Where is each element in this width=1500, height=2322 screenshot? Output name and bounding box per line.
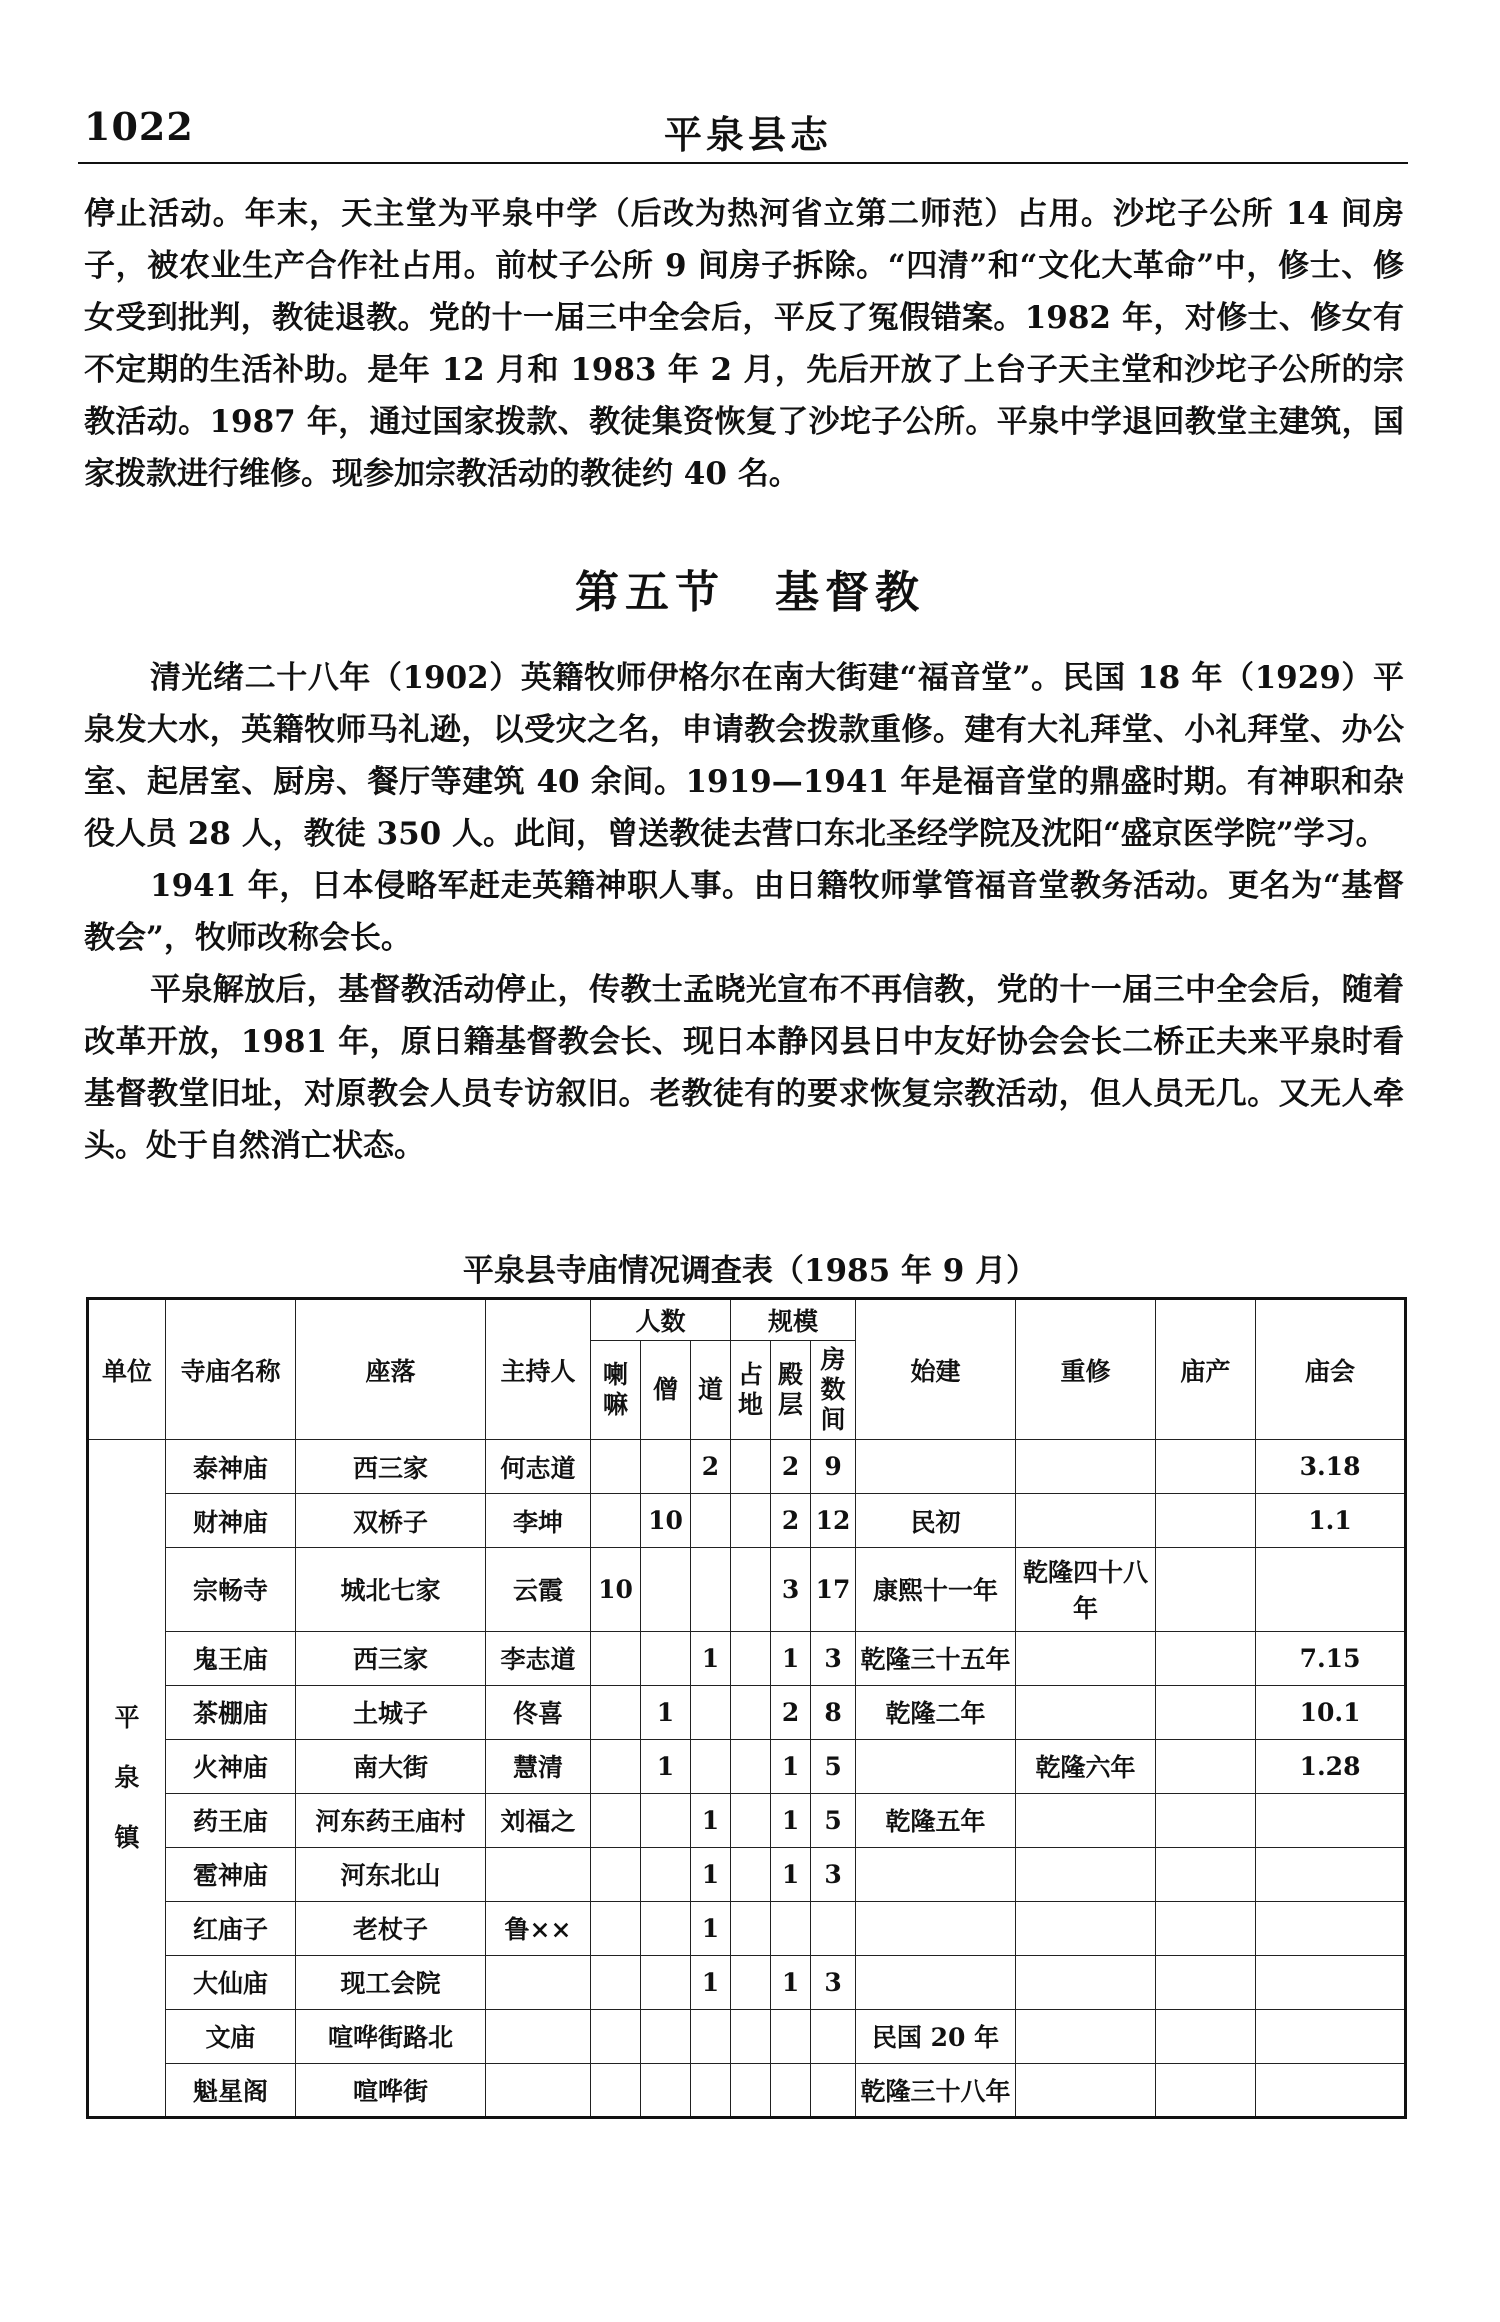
cell-founded [856, 1847, 1016, 1901]
cell-land [731, 1847, 771, 1901]
header-founded: 始建 [856, 1299, 1016, 1440]
cell-land [731, 2063, 771, 2117]
table-row [88, 1739, 1406, 1793]
header-scale-group: 规模 [731, 1299, 856, 1341]
header-char: 道 [698, 1374, 724, 1404]
cell-location: 喧哗街路北 [296, 2009, 486, 2063]
cell-property [1156, 1440, 1256, 1494]
cell-monk [641, 2009, 691, 2063]
header-char: 间 [820, 1404, 846, 1434]
cell-founded: 乾隆三十八年 [856, 2063, 1016, 2117]
cell-lama [591, 1440, 641, 1494]
cell-fair: 3.18 [1256, 1440, 1406, 1494]
cell-location: 南大街 [296, 1739, 486, 1793]
cell-rebuilt: 乾隆四十八年 [1016, 1548, 1156, 1631]
cell-halls: 1 [771, 1955, 811, 2009]
cell-halls: 1 [771, 1847, 811, 1901]
cell-founded: 康熙十一年 [856, 1548, 1016, 1631]
table-row [88, 2063, 1406, 2117]
cell-property [1156, 1631, 1256, 1685]
intro-paragraph: 停止活动。年末，天主堂为平泉中学（后改为热河省立第二师范）占用。沙坨子公所 14 间房子，被农业生产合作社占用。前杖子公所 9 间房子拆除。“四清”和“文化大革命”中，修士、修女受到批判，教徒退教。党的十一届三中全会后，平反了冤假错案。1982 年，对修士、修女有不定期的生活补助。是年 12 月和 1983 年 2 月，先后开放了上台子天主堂和沙坨子公所的宗教活动。1987 年，通过国家拨款、教徒集资恢复了沙坨子公所。平泉中学退回教堂主建筑，国家拨款进行维修。现参加宗教活动的教徒约 40 名。 [84, 196, 1404, 492]
cell-property [1156, 1901, 1256, 1955]
cell-host [486, 2009, 591, 2063]
cell-halls: 1 [771, 1739, 811, 1793]
cell-location: 西三家 [296, 1440, 486, 1494]
cell-host: 佟喜 [486, 1685, 591, 1739]
cell-taoist [691, 1739, 731, 1793]
header-taoist [691, 1340, 731, 1440]
cell-rebuilt [1016, 1847, 1156, 1901]
table-row [88, 1793, 1406, 1847]
intro-paragraph-block [84, 188, 1404, 500]
temple-name-cell: 泰神庙 [166, 1440, 296, 1494]
cell-land [731, 1631, 771, 1685]
header-char: 层 [778, 1389, 804, 1419]
header-monk [641, 1340, 691, 1440]
cell-rebuilt [1016, 1494, 1156, 1548]
cell-monk [641, 2063, 691, 2117]
paragraph-1: 清光绪二十八年（1902）英籍牧师伊格尔在南大街建“福音堂”。民国 18 年（1929）平泉发大水，英籍牧师马礼逊，以受灾之名，申请教会拨款重修。建有大礼拜堂、小礼拜堂、办公室、起居室、厨房、餐厅等建筑 40 余间。1919—1941 年是福音堂的鼎盛时期。有神职和杂役人员 28 人，教徒 350 人。此间，曾送教徒去营口东北圣经学院及沈阳“盛京医学院”学习。 [84, 660, 1404, 852]
cell-fair [1256, 1901, 1406, 1955]
cell-host: 李坤 [486, 1494, 591, 1548]
cell-land [731, 1793, 771, 1847]
unit-char: 泉 [114, 1763, 140, 1793]
table-row [88, 1955, 1406, 2009]
cell-halls [771, 2009, 811, 2063]
cell-property [1156, 2063, 1256, 2117]
cell-location: 老杖子 [296, 1901, 486, 1955]
header-char: 数 [820, 1374, 846, 1404]
cell-taoist [691, 1685, 731, 1739]
table-row [88, 1631, 1406, 1685]
cell-rooms: 5 [811, 1793, 856, 1847]
cell-land [731, 1494, 771, 1548]
cell-monk [641, 1793, 691, 1847]
cell-halls: 2 [771, 1494, 811, 1548]
header-location: 座落 [296, 1299, 486, 1440]
header-rebuilt: 重修 [1016, 1299, 1156, 1440]
cell-lama [591, 1685, 641, 1739]
cell-monk: 1 [641, 1685, 691, 1739]
cell-host: 慧清 [486, 1739, 591, 1793]
cell-monk: 10 [641, 1494, 691, 1548]
cell-property [1156, 1494, 1256, 1548]
cell-rooms: 3 [811, 1631, 856, 1685]
cell-lama [591, 2009, 641, 2063]
cell-fair [1256, 2063, 1406, 2117]
cell-founded: 乾隆三十五年 [856, 1631, 1016, 1685]
cell-lama [591, 1793, 641, 1847]
table-row [88, 1901, 1406, 1955]
table-caption: 平泉县寺庙情况调查表（1985 年 9 月） [462, 1253, 1038, 1289]
cell-rebuilt [1016, 2063, 1156, 2117]
unit-char: 平 [114, 1703, 140, 1733]
cell-fair: 1.1 [1256, 1494, 1406, 1548]
cell-location: 喧哗街 [296, 2063, 486, 2117]
cell-founded [856, 1955, 1016, 2009]
cell-host [486, 2063, 591, 2117]
cell-monk [641, 1440, 691, 1494]
temple-name-cell: 火神庙 [166, 1739, 296, 1793]
cell-monk [641, 1955, 691, 2009]
cell-host: 鲁×× [486, 1901, 591, 1955]
table-row [88, 1847, 1406, 1901]
cell-rebuilt: 乾隆六年 [1016, 1739, 1156, 1793]
book-title: 平泉县志 [664, 112, 833, 157]
header-land [731, 1340, 771, 1440]
cell-host: 李志道 [486, 1631, 591, 1685]
cell-lama: 10 [591, 1548, 641, 1631]
temple-name-cell: 茶棚庙 [166, 1685, 296, 1739]
cell-monk [641, 1548, 691, 1631]
cell-host: 云霞 [486, 1548, 591, 1631]
cell-host: 刘福之 [486, 1793, 591, 1847]
cell-rooms [811, 1901, 856, 1955]
cell-lama [591, 1631, 641, 1685]
table-row [88, 1494, 1406, 1548]
header-temple-name: 寺庙名称 [166, 1299, 296, 1440]
cell-lama [591, 1955, 641, 2009]
cell-monk [641, 1847, 691, 1901]
cell-land [731, 1901, 771, 1955]
temple-survey-table [86, 1297, 1407, 2119]
cell-rebuilt [1016, 1631, 1156, 1685]
cell-founded: 民国 20 年 [856, 2009, 1016, 2063]
cell-lama [591, 2063, 641, 2117]
cell-taoist [691, 2063, 731, 2117]
cell-taoist: 2 [691, 1440, 731, 1494]
page-number: 1022 [84, 104, 194, 149]
cell-fair: 1.28 [1256, 1739, 1406, 1793]
cell-location: 河东药王庙村 [296, 1793, 486, 1847]
cell-founded: 民初 [856, 1494, 1016, 1548]
temple-name-cell: 魁星阁 [166, 2063, 296, 2117]
cell-taoist: 1 [691, 1793, 731, 1847]
cell-lama [591, 1494, 641, 1548]
header-char: 地 [738, 1389, 764, 1419]
header-char: 占 [738, 1359, 764, 1389]
cell-taoist: 1 [691, 1847, 731, 1901]
header-people-group: 人数 [591, 1299, 731, 1341]
cell-rooms: 3 [811, 1955, 856, 2009]
cell-land [731, 1548, 771, 1631]
cell-fair: 7.15 [1256, 1631, 1406, 1685]
cell-fair [1256, 1955, 1406, 2009]
cell-rooms: 3 [811, 1847, 856, 1901]
header-property: 庙产 [1156, 1299, 1256, 1440]
temple-name-cell: 鬼王庙 [166, 1631, 296, 1685]
cell-location: 现工会院 [296, 1955, 486, 2009]
cell-taoist [691, 1494, 731, 1548]
cell-rebuilt [1016, 1901, 1156, 1955]
cell-rebuilt [1016, 1440, 1156, 1494]
cell-land [731, 1955, 771, 2009]
cell-halls [771, 2063, 811, 2117]
header-halls [771, 1340, 811, 1440]
header-char: 喇 [602, 1359, 628, 1389]
cell-location: 河东北山 [296, 1847, 486, 1901]
cell-rebuilt [1016, 2009, 1156, 2063]
cell-location: 双桥子 [296, 1494, 486, 1548]
header-fair: 庙会 [1256, 1299, 1406, 1440]
cell-rooms: 9 [811, 1440, 856, 1494]
temple-name-cell: 大仙庙 [166, 1955, 296, 2009]
page-header [84, 104, 1404, 164]
cell-halls: 2 [771, 1685, 811, 1739]
table-row [88, 1548, 1406, 1631]
cell-halls: 2 [771, 1440, 811, 1494]
cell-taoist: 1 [691, 1631, 731, 1685]
cell-rebuilt [1016, 1955, 1156, 2009]
cell-founded [856, 1901, 1016, 1955]
cell-property [1156, 1685, 1256, 1739]
cell-host [486, 1955, 591, 2009]
cell-founded [856, 1739, 1016, 1793]
header-lama [591, 1340, 641, 1440]
cell-property [1156, 1793, 1256, 1847]
cell-rooms: 8 [811, 1685, 856, 1739]
cell-monk [641, 1901, 691, 1955]
cell-lama [591, 1901, 641, 1955]
cell-rooms [811, 2063, 856, 2117]
header-unit: 单位 [88, 1299, 166, 1440]
table-row [88, 2009, 1406, 2063]
cell-monk [641, 1631, 691, 1685]
cell-property [1156, 1955, 1256, 2009]
temple-name-cell: 宗畅寺 [166, 1548, 296, 1631]
unit-char: 镇 [114, 1823, 140, 1853]
cell-rebuilt [1016, 1793, 1156, 1847]
table-row [88, 1685, 1406, 1739]
table-row [88, 1440, 1406, 1494]
cell-property [1156, 1847, 1256, 1901]
temple-name-cell: 财神庙 [166, 1494, 296, 1548]
temple-name-cell: 药王庙 [166, 1793, 296, 1847]
paragraph-3: 平泉解放后，基督教活动停止，传教士孟晓光宣布不再信教，党的十一届三中全会后，随着改革开放，1981 年，原日籍基督教会长、现日本静冈县日中友好协会会长二桥正夫来平泉时看基督教堂旧址，对原教会人员专访叙旧。老教徒有的要求恢复宗教活动，但人员无几。又无人牵头。处于自然消亡状态。 [84, 972, 1404, 1164]
section-title: 第五节 基督教 [575, 567, 925, 618]
cell-halls: 1 [771, 1793, 811, 1847]
cell-property [1156, 1739, 1256, 1793]
header-char: 殿 [778, 1359, 804, 1389]
header-char: 嘛 [602, 1389, 628, 1419]
cell-property [1156, 2009, 1256, 2063]
unit-cell [88, 1440, 166, 2118]
cell-fair [1256, 1847, 1406, 1901]
header-rooms [811, 1340, 856, 1440]
cell-halls: 3 [771, 1548, 811, 1631]
table-header-row [88, 1299, 1406, 1341]
cell-halls [771, 1901, 811, 1955]
cell-taoist: 1 [691, 1955, 731, 2009]
cell-location: 西三家 [296, 1631, 486, 1685]
cell-location: 城北七家 [296, 1548, 486, 1631]
cell-founded [856, 1440, 1016, 1494]
cell-land [731, 1685, 771, 1739]
cell-taoist: 1 [691, 1901, 731, 1955]
cell-fair [1256, 1793, 1406, 1847]
cell-land [731, 2009, 771, 2063]
cell-fair [1256, 2009, 1406, 2063]
temple-name-cell: 雹神庙 [166, 1847, 296, 1901]
header-char: 僧 [652, 1374, 678, 1404]
header-char: 房 [820, 1344, 846, 1374]
cell-founded: 乾隆五年 [856, 1793, 1016, 1847]
cell-rooms: 17 [811, 1548, 856, 1631]
cell-monk: 1 [641, 1739, 691, 1793]
cell-land [731, 1739, 771, 1793]
cell-rooms: 12 [811, 1494, 856, 1548]
cell-rooms: 5 [811, 1739, 856, 1793]
cell-lama [591, 1739, 641, 1793]
cell-location: 土城子 [296, 1685, 486, 1739]
cell-fair: 10.1 [1256, 1685, 1406, 1739]
cell-lama [591, 1847, 641, 1901]
cell-rebuilt [1016, 1685, 1156, 1739]
cell-property [1156, 1548, 1256, 1631]
cell-land [731, 1440, 771, 1494]
temple-name-cell: 文庙 [166, 2009, 296, 2063]
cell-halls: 1 [771, 1631, 811, 1685]
cell-founded: 乾隆二年 [856, 1685, 1016, 1739]
cell-rooms [811, 2009, 856, 2063]
header-host: 主持人 [486, 1299, 591, 1440]
header-rule [78, 162, 1408, 164]
cell-taoist [691, 1548, 731, 1631]
cell-fair [1256, 1548, 1406, 1631]
temple-name-cell: 红庙子 [166, 1901, 296, 1955]
paragraph-2: 1941 年，日本侵略军赶走英籍神职人事。由日籍牧师掌管福音堂教务活动。更名为“基督教会”，牧师改称会长。 [84, 868, 1404, 956]
body-paragraphs [84, 652, 1404, 1172]
cell-taoist [691, 2009, 731, 2063]
cell-host [486, 1847, 591, 1901]
cell-host: 何志道 [486, 1440, 591, 1494]
